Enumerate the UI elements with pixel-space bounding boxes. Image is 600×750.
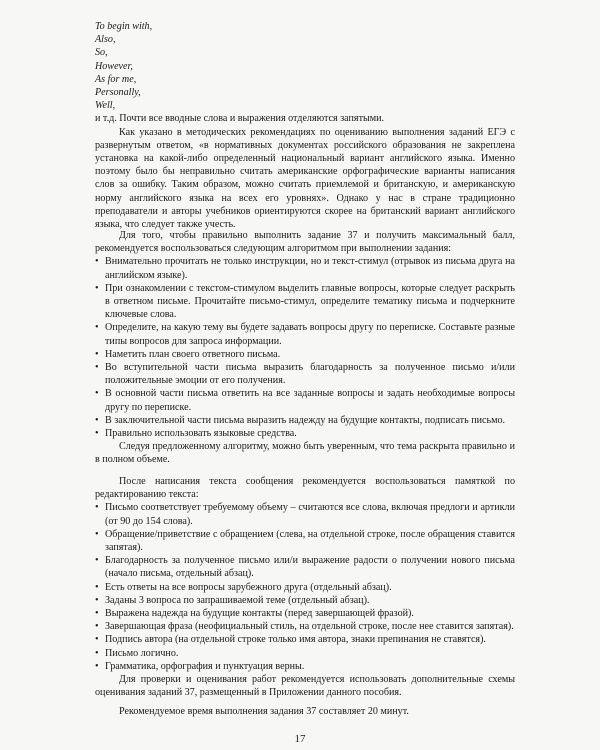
paragraph-evaluation: Для проверки и оценивания работ рекомендуется использовать дополнительные схемы оценивания заданий 37, размещенный в Приложении данного пособия. xyxy=(95,674,515,699)
list-item: • Определите, на какую тему вы будете задавать вопросы другу по переписке. Составьте разные типы вопросов для запроса информации. xyxy=(95,321,515,347)
list-item: • В заключительной части письма выразить надежду на будущие контакты, подписать письмо. xyxy=(95,414,515,427)
list-item: • Выражена надежда на будущие контакты (перед завершающей фразой). xyxy=(95,607,515,620)
intro-word: So, xyxy=(95,47,108,59)
algorithm-section xyxy=(95,229,515,467)
paragraph-algorithm-intro: Для того, чтобы правильно выполнить задание 37 и получить максимальный балл, рекомендуется воспользоваться следующим алгоритмом при выполнении задания: xyxy=(95,230,515,255)
paragraph-variants: Как указано в методических рекомендациях по оцениванию выполнения заданий ЕГЭ с развернутым ответом, «в нормативных документах российского образования не закреплена установка на какой-либо определенный национальный вариант английского языка. Именно поэтому было бы неправильно считать американские орфографические варианты написания слов за ошибку. Таким образом, можно считать приемлемой и британскую, и американскую норму английского языка на всех его уровнях». Однако у нас в стране традиционно преподаватели и авторы учебников ориентируются скорее на британский вариант английского языка, что следует также учесть. xyxy=(95,126,515,231)
paragraph-time: Рекомендуемое время выполнения задания 37 составляет 20 минут. xyxy=(119,706,409,717)
list-item: • Во вступительной части письма выразить благодарность за полученное письмо и/или положительные эмоции от его получения. xyxy=(95,361,515,387)
intro-word: Personally, xyxy=(95,87,141,99)
list-item: • Заданы 3 вопроса по запрашиваемой теме (отдельный абзац). xyxy=(95,594,515,607)
paragraph-algorithm-conclusion: Следуя предложенному алгоритму, можно быть уверенным, что тема раскрыта правильно и в полном объеме. xyxy=(95,441,515,466)
list-item: • Подпись автора (на отдельной строке только имя автора, знаки препинания не ставятся). xyxy=(95,633,515,646)
intro-word: To begin with, xyxy=(95,21,153,32)
page-number: 17 xyxy=(294,733,306,745)
intro-word: Also, xyxy=(95,34,116,46)
list-item: • Наметить план своего ответного письма. xyxy=(95,348,515,361)
intro-tail: и т.д. Почти все вводные слова и выражения отделяются запятыми. xyxy=(95,113,385,125)
list-item: • Письмо соответствует требуемому объему – считаются все слова, включая предлоги и артикли (от 90 до 154 слова). xyxy=(95,501,515,527)
list-item: • При ознакомлении с текстом-стимулом выделить главные вопросы, которые следует раскрыть в ответном письме. Прочитайте письмо-стимул, определите тематику письма и подчеркните ключевые слова. xyxy=(95,282,515,322)
list-item: • Есть ответы на все вопросы зарубежного друга (отдельный абзац). xyxy=(95,581,515,594)
time-section xyxy=(95,705,515,718)
intro-words-list xyxy=(95,20,515,231)
list-item: • Обращение/приветствие с обращением (слева, на отдельной строке, после обращения ставится запятая). xyxy=(95,528,515,554)
list-item: • Внимательно прочитать не только инструкции, но и текст-стимул (отрывок из письма друга на английском языке). xyxy=(95,255,515,281)
intro-word: Well, xyxy=(95,100,116,112)
checklist-list xyxy=(95,501,515,673)
list-item: • Грамматика, орфография и пунктуация верны. xyxy=(95,660,515,673)
list-item: • В основной части письма ответить на все заданные вопросы и задать необходимые вопросы другу по переписке. xyxy=(95,387,515,413)
checklist-section xyxy=(95,475,515,699)
list-item: • Правильно использовать языковые средства. xyxy=(95,427,515,440)
paragraph-checklist-intro: После написания текста сообщения рекомендуется воспользоваться памяткой по редактированию текста: xyxy=(95,476,515,501)
intro-word: However, xyxy=(95,60,133,72)
algorithm-list xyxy=(95,255,515,440)
list-item: • Письмо логично. xyxy=(95,647,515,660)
intro-word: As for me, xyxy=(95,73,137,85)
list-item: • Завершающая фраза (неофициальный стиль, на отдельной строке, после нее ставится запятая). xyxy=(95,620,515,633)
list-item: • Благодарность за полученное письмо или/и выражение радости о получении нового письма (начало письма, отдельный абзац). xyxy=(95,554,515,580)
